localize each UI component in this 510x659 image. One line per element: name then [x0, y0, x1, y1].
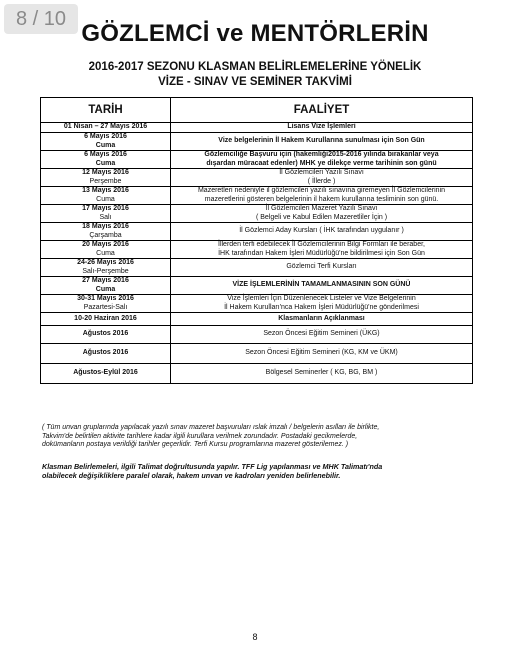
note-line: olabilecek değişikliklere paralel olarak, hakem unvan ve kadroları yeniden belirlenebilir. — [42, 471, 341, 480]
row-activity-line: Sezon Öncesi Eğitim Semineri (ÜKG) — [263, 330, 380, 338]
row-date-cell — [41, 205, 171, 223]
page-number: 8 — [252, 632, 258, 642]
row-day: Cuma — [95, 285, 116, 293]
row-day: Cuma — [96, 195, 115, 203]
row-activity-cell — [171, 133, 473, 151]
table-row — [41, 205, 473, 223]
row-date: Ağustos 2016 — [82, 330, 129, 338]
schedule-table — [40, 97, 473, 384]
row-day: Salı — [99, 213, 112, 221]
row-activity-line: Klasmanların Açıklanması — [278, 314, 365, 322]
row-day: Çarşamba — [89, 231, 122, 239]
row-day: Pazartesi-Salı — [83, 303, 128, 311]
row-activity-cell — [171, 295, 473, 313]
row-activity-cell — [171, 205, 473, 223]
row-activity-line: İl Gözlemci Aday Kursları ( İHK tarafından uygulanır ) — [239, 227, 404, 235]
document-heading: GÖZLEMCİ ve MENTÖRLERİN — [81, 20, 429, 47]
header-activity: FAALİYET — [171, 98, 473, 123]
row-date: 20 Mayıs 2016 — [82, 241, 129, 248]
row-day: Perşembe — [89, 177, 122, 185]
table-row — [41, 151, 473, 169]
row-activity-line: İllerden terfi edebilecek İl Gözlemcilerinin Bilgi Formları ile beraber, — [218, 241, 425, 248]
row-date-cell — [41, 313, 171, 326]
table-row — [41, 223, 473, 241]
row-activity-line: mazeretlerini gösteren belgelerinin il hakem kurullarına tesliminin son günü. — [204, 195, 439, 203]
row-activity-line: Vize belgelerinin İl Hakem Kurullarına sunulması için Son Gün — [218, 137, 425, 145]
row-date-cell — [41, 133, 171, 151]
row-activity-line: İHK tarafından Hakem İşleri Müdürlüğü'ne bildirilmesi için Son Gün — [218, 249, 425, 257]
row-date: 27 Mayıs 2016 — [82, 277, 129, 284]
row-activity-line: Lisans Vize İşlemleri — [287, 123, 356, 131]
row-activity-line: İl Gözlemcileri Mazeret Yazılı Sınavı — [265, 205, 378, 212]
row-activity-cell — [171, 123, 473, 133]
row-activity-cell — [171, 344, 473, 364]
row-activity-cell — [171, 223, 473, 241]
table-row — [41, 169, 473, 187]
table-row — [41, 123, 473, 133]
footnote-line: Takvim'de belirtilen aktivite tarihlere kadar ilgili kurullara verilmek zorundadır. Postadaki gecikmelerde, — [42, 432, 358, 440]
row-date-cell — [41, 169, 171, 187]
table-row — [41, 313, 473, 326]
row-date-cell — [41, 241, 171, 259]
footnote — [42, 424, 472, 450]
schedule-body — [41, 123, 473, 384]
row-activity-cell — [171, 364, 473, 384]
row-date-cell — [41, 151, 171, 169]
row-activity-cell — [171, 241, 473, 259]
table-row — [41, 187, 473, 205]
row-activity-cell — [171, 169, 473, 187]
row-activity-cell — [171, 151, 473, 169]
row-activity-line: Sezon Öncesi Eğitim Semineri (KG, KM ve ÜKM) — [245, 349, 398, 357]
page-indicator: 8 / 10 — [4, 4, 78, 34]
table-row — [41, 364, 473, 384]
row-activity-cell — [171, 259, 473, 277]
row-date: 13 Mayıs 2016 — [82, 187, 129, 194]
row-activity-cell — [171, 277, 473, 295]
footnote-line: dokümanların postaya verildiği tarihler geçerlidir. Terfi Kursu programlarına mazeret gösterilemez. ) — [42, 441, 349, 449]
row-day: Salı-Perşembe — [82, 267, 129, 275]
row-activity-line: Bölgesel Seminerler ( KG, BG, BM ) — [265, 369, 378, 377]
row-activity-cell — [171, 187, 473, 205]
note — [42, 462, 474, 480]
note-line: Klasman Belirlemeleri, ilgili Talimat doğrultusunda yapılır. TFF Lig yapılanması ve MHK Talimatı'nda — [42, 462, 383, 471]
row-date-cell — [41, 326, 171, 344]
document-subtitle-line2: VİZE - SINAV VE SEMİNER TAKVİMİ — [158, 76, 352, 88]
row-date-cell — [41, 364, 171, 384]
footnote-line: ( Tüm unvan gruplarında yapılacak yazılı sınav mazeret başvuruları ıslak imzalı / belgelerin asılları ile birlikte, — [42, 424, 380, 431]
row-activity-line: Mazeretleri nedeniyle il gözlemcileri yazılı sınavına giremeyen İl Gözlemcilerinin — [197, 187, 446, 194]
row-day: Cuma — [95, 141, 116, 149]
table-row — [41, 259, 473, 277]
row-activity-line: VİZE İŞLEMLERİNİN TAMAMLANMASININ SON GÜNÜ — [232, 281, 411, 289]
row-activity-cell — [171, 326, 473, 344]
table-row — [41, 133, 473, 151]
table-row — [41, 326, 473, 344]
row-day: Cuma — [95, 159, 116, 167]
row-activity-line: ( Belgeli ve Kabul Edilen Mazeretliler İçin ) — [255, 213, 388, 221]
row-date: 18 Mayıs 2016 — [82, 223, 129, 230]
row-activity-line: İl Gözlemcileri Yazılı Sınavı — [279, 169, 364, 176]
row-date: 30-31 Mayıs 2016 — [77, 295, 134, 302]
row-date: 01 Nisan – 27 Mayıs 2016 — [63, 123, 148, 131]
row-date-cell — [41, 295, 171, 313]
table-row — [41, 277, 473, 295]
row-date: 6 Mayıs 2016 — [84, 133, 127, 140]
row-date: 12 Mayıs 2016 — [82, 169, 129, 176]
row-date-cell — [41, 223, 171, 241]
row-date: 17 Mayıs 2016 — [82, 205, 129, 212]
row-date: 6 Mayıs 2016 — [84, 151, 127, 158]
row-date: Ağustos 2016 — [82, 349, 129, 357]
row-activity-line: dışardan müracaat edenler) MHK ye dilekçe verme tarihinin son günü — [206, 159, 437, 167]
row-date-cell — [41, 187, 171, 205]
row-date-cell — [41, 277, 171, 295]
row-date-cell — [41, 123, 171, 133]
table-row — [41, 241, 473, 259]
row-activity-line: İl Hakem Kurulları'nca Hakem İşleri Müdürlüğü'ne gönderilmesi — [224, 303, 419, 311]
row-date: 24-26 Mayıs 2016 — [77, 259, 134, 266]
row-date: Ağustos-Eylül 2016 — [73, 369, 138, 377]
row-date: 10-20 Haziran 2016 — [74, 314, 137, 322]
row-day: Cuma — [96, 249, 115, 257]
row-date-cell — [41, 259, 171, 277]
row-date-cell — [41, 344, 171, 364]
row-activity-line: ( İllerde ) — [307, 177, 336, 185]
row-activity-line: Gözlemciliğe Başvuru için (hakemliği2015-2016 yılında bırakanlar veya — [204, 151, 439, 158]
table-header-row — [41, 98, 473, 123]
row-activity-cell — [171, 313, 473, 326]
document-subtitle-line1: 2016-2017 SEZONU KLASMAN BELİRLEMELERİNE YÖNELİK — [88, 61, 422, 73]
table-row — [41, 344, 473, 364]
header-date: TARİH — [41, 98, 171, 123]
row-activity-line: Vize İşlemleri İçin Düzenlenecek Listeler ve Vize Belgelerinin — [227, 295, 416, 302]
row-activity-line: Gözlemci Terfi Kursları — [286, 263, 357, 271]
table-row — [41, 295, 473, 313]
